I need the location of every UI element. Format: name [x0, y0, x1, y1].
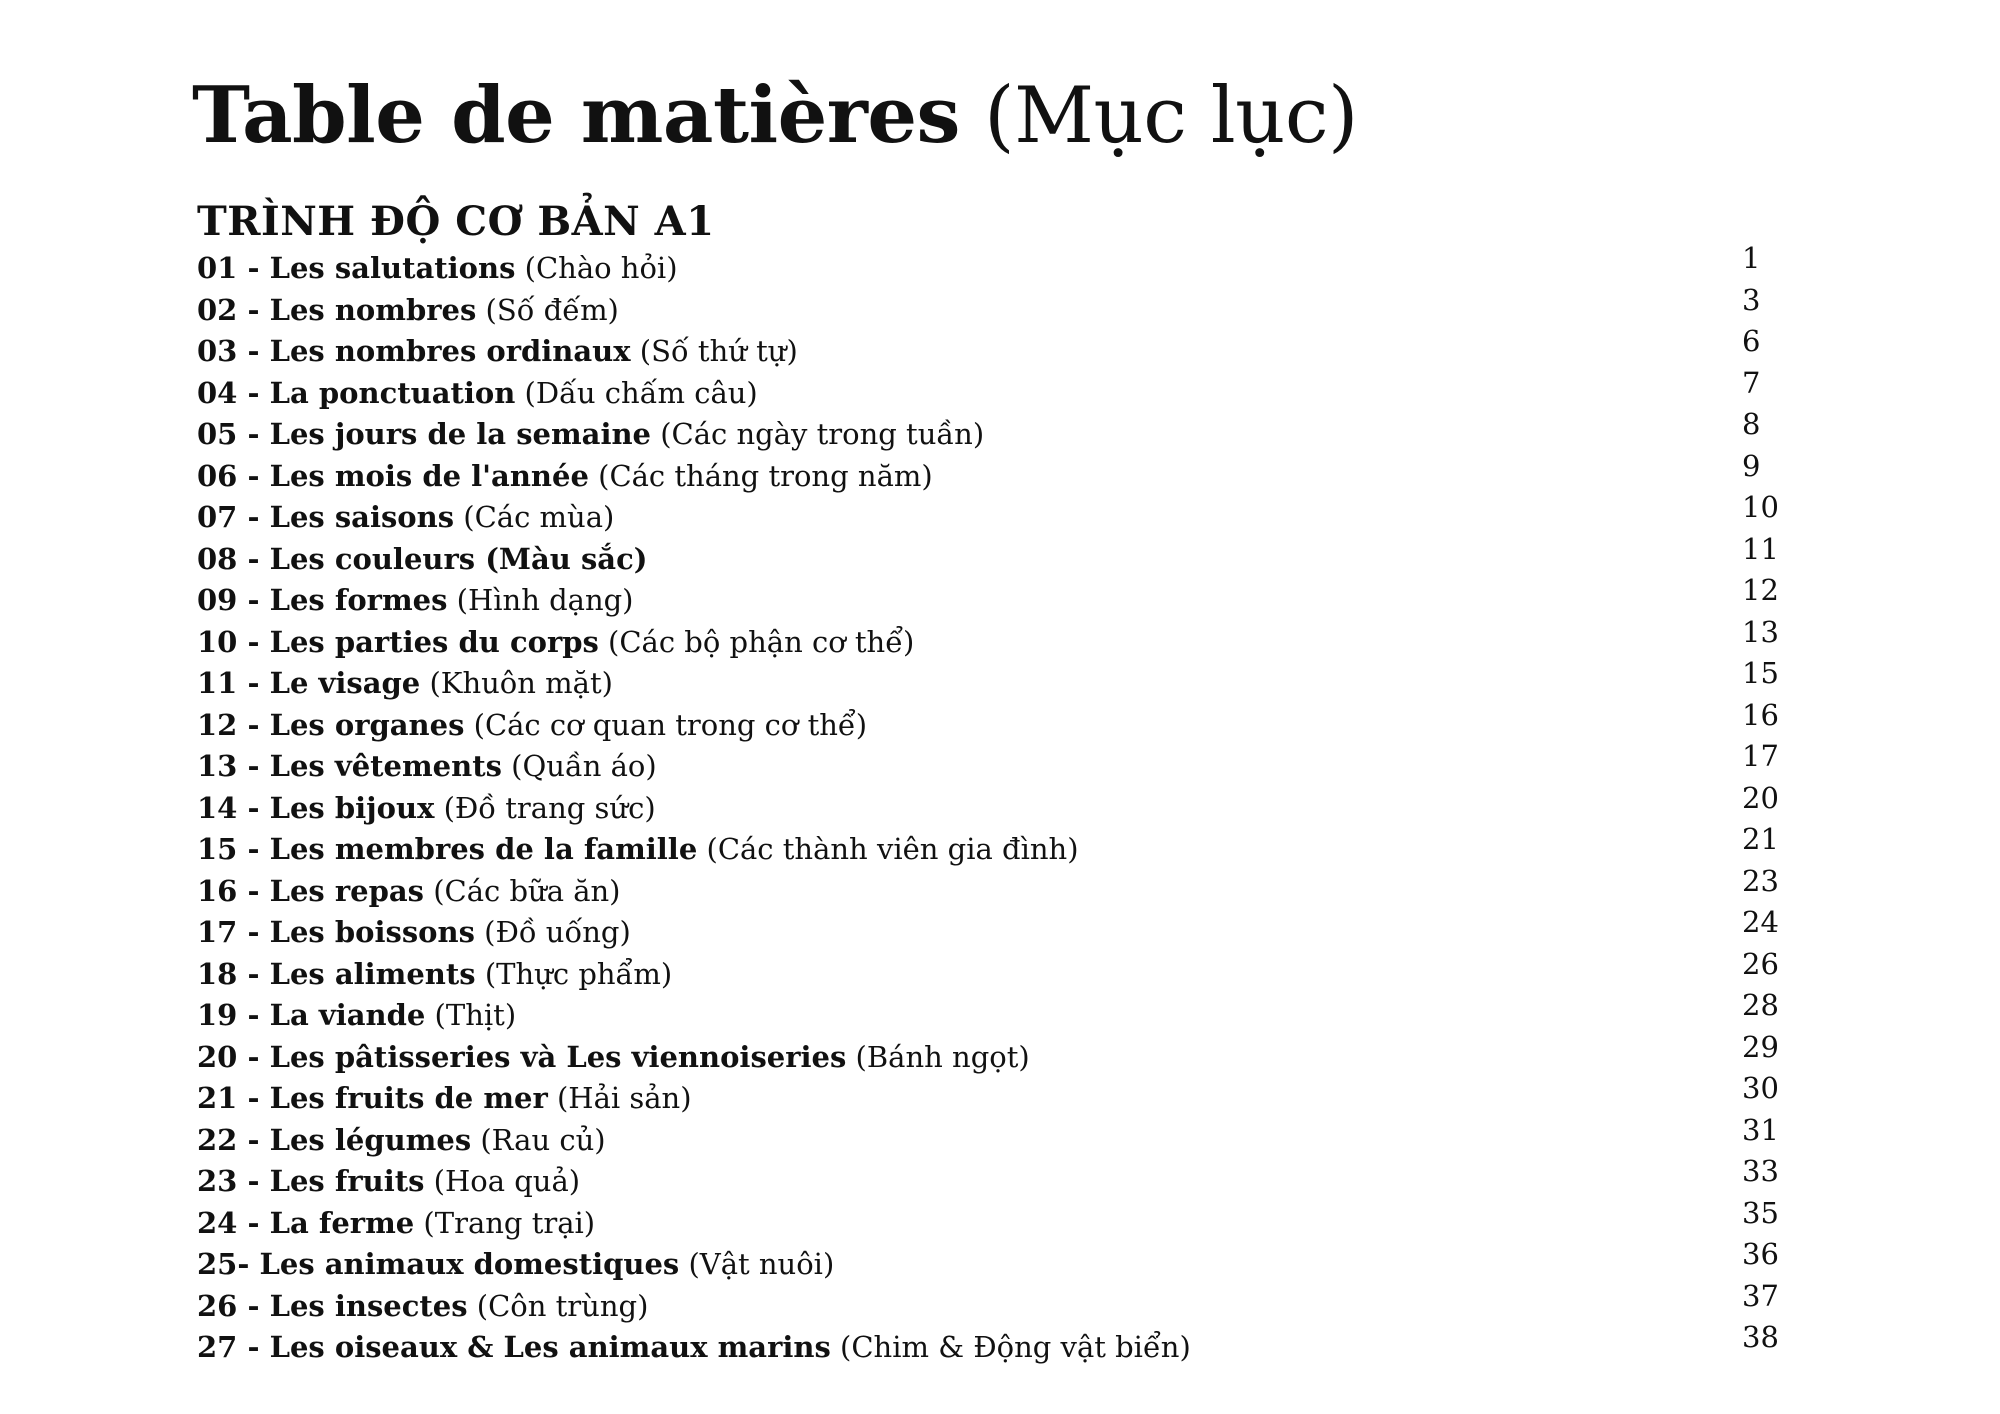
toc-entry-translation: (Đồ uống)	[474, 915, 631, 949]
page-title	[192, 70, 1358, 162]
toc-page-number: 35	[1742, 1195, 1779, 1230]
toc-entry-title: 21 - Les fruits de mer	[197, 1081, 548, 1115]
toc-entry	[197, 539, 1191, 581]
toc-page-number: 7	[1742, 365, 1761, 400]
toc-entry	[197, 1286, 1191, 1328]
toc-entry-translation: (Rau củ)	[471, 1122, 606, 1157]
toc-entry-translation: (Hoa quả)	[424, 1164, 581, 1198]
toc-entry	[197, 456, 1191, 498]
toc-entry-title: 11 - Le visage	[197, 666, 421, 700]
toc-entry-translation: (Thực phẩm)	[475, 956, 673, 991]
toc-entry-title: 02 - Les nombres	[197, 292, 477, 327]
toc-page-number: 30	[1742, 1071, 1779, 1105]
toc-entry-title: 14 - Les bijoux	[197, 790, 435, 825]
toc-entry	[197, 497, 1191, 539]
toc-page-number: 36	[1742, 1237, 1779, 1271]
toc-entry-translation: (Vật nuôi)	[679, 1247, 835, 1281]
toc-page-number: 31	[1742, 1112, 1779, 1147]
toc-page-number: 26	[1742, 946, 1779, 981]
toc-entry-title: 13 - Les vêtements	[197, 749, 502, 783]
toc-entry	[197, 912, 1191, 954]
toc-entry-title: 09 - Les formes	[197, 583, 448, 617]
toc-entry-translation: (Chào hỏi)	[515, 251, 678, 285]
toc-entry-translation: (Các thành viên gia đình)	[697, 832, 1079, 866]
toc-entry	[197, 1037, 1191, 1079]
toc-entry-title: 19 - La viande	[197, 998, 426, 1032]
toc-entry-translation: (Côn trùng)	[467, 1288, 649, 1323]
toc-entry	[197, 788, 1191, 830]
toc-page-number: 33	[1742, 1154, 1779, 1188]
toc-entry-translation: (Quần áo)	[501, 749, 657, 783]
toc-entry-title: 12 - Les organes	[197, 707, 465, 742]
toc-entry-translation: (Khuôn mặt)	[420, 666, 613, 700]
toc-entry	[197, 705, 1191, 747]
toc-entry-title: 20 - Les pâtisseries và Les viennoiseries	[197, 1039, 847, 1074]
toc-entry	[197, 746, 1191, 788]
toc-entry	[197, 1120, 1191, 1162]
toc-entry	[197, 373, 1191, 415]
toc-entry	[197, 414, 1191, 456]
toc-entry-list	[197, 248, 1191, 1369]
toc-page-number: 20	[1742, 780, 1779, 815]
toc-entry-title: 04 - La ponctuation	[197, 375, 516, 410]
toc-entry	[197, 248, 1191, 290]
toc-page-number: 28	[1742, 988, 1779, 1022]
toc-entry-translation: (Số đếm)	[476, 292, 619, 327]
toc-entry	[197, 663, 1191, 705]
toc-entry-title: 01 - Les salutations	[197, 251, 516, 285]
toc-entry-translation: (Đồ trang sức)	[434, 790, 656, 825]
page-title-translation: (Mục lục)	[959, 71, 1358, 161]
toc-entry	[197, 829, 1191, 871]
toc-entry	[197, 1078, 1191, 1120]
toc-entry	[197, 871, 1191, 913]
toc-entry-title: 06 - Les mois de l'année	[197, 458, 589, 493]
toc-entry	[197, 1244, 1191, 1286]
toc-page-number: 6	[1742, 324, 1761, 358]
toc-page-number: 8	[1742, 407, 1761, 441]
toc-entry-translation: (Các bộ phận cơ thể)	[598, 624, 915, 659]
toc-page-number: 37	[1742, 1278, 1779, 1313]
toc-page-number: 38	[1742, 1320, 1779, 1354]
toc-entry-translation: (Hình dạng)	[447, 583, 634, 617]
toc-page-number: 9	[1742, 448, 1761, 483]
section-heading: TRÌNH ĐỘ CƠ BẢN A1	[197, 198, 715, 245]
toc-entry-translation: (Các tháng trong năm)	[588, 458, 933, 493]
toc-entry	[197, 995, 1191, 1037]
toc-entry-title: 10 - Les parties du corps	[197, 624, 599, 659]
toc-entry	[197, 1203, 1191, 1245]
toc-page-number: 16	[1742, 697, 1779, 732]
toc-page-number: 24	[1742, 905, 1779, 939]
toc-entry-title: 07 - Les saisons	[197, 500, 455, 534]
toc-entry-translation: (Hải sản)	[547, 1081, 692, 1115]
toc-page-number-list	[1742, 238, 1779, 1359]
toc-entry-title: 03 - Les nombres ordinaux	[197, 334, 631, 368]
toc-page-number: 21	[1742, 822, 1779, 856]
toc-page-number: 10	[1742, 490, 1779, 524]
toc-entry	[197, 1161, 1191, 1203]
toc-entry-title: 26 - Les insectes	[197, 1288, 468, 1323]
toc-entry	[197, 580, 1191, 622]
toc-entry-translation: (Các ngày trong tuần)	[651, 417, 985, 451]
toc-entry	[197, 622, 1191, 664]
toc-entry-title: 05 - Les jours de la semaine	[197, 417, 652, 451]
toc-page-number: 11	[1742, 531, 1779, 566]
toc-entry-translation: (Các cơ quan trong cơ thể)	[464, 707, 868, 742]
toc-page-number: 15	[1742, 656, 1779, 690]
toc-page-number: 29	[1742, 1029, 1779, 1064]
toc-entry-title: 17 - Les boissons	[197, 915, 475, 949]
toc-entry-title: 08 - Les couleurs (Màu sắc)	[197, 541, 648, 576]
toc-page-number: 12	[1742, 573, 1779, 607]
toc-entry-translation: (Số thứ tự)	[630, 334, 798, 368]
toc-entry-title: 22 - Les légumes	[197, 1122, 472, 1157]
toc-entry	[197, 1327, 1191, 1369]
toc-entry-title: 27 - Les oiseaux & Les animaux marins	[197, 1330, 831, 1364]
toc-entry-translation: (Trang trại)	[414, 1205, 596, 1240]
toc-page-number: 13	[1742, 614, 1779, 649]
toc-entry-translation: (Bánh ngọt)	[846, 1039, 1030, 1074]
toc-entry	[197, 331, 1191, 373]
toc-page-number: 1	[1742, 241, 1761, 275]
toc-entry-title: 25- Les animaux domestiques	[197, 1247, 680, 1281]
toc-entry	[197, 290, 1191, 332]
toc-entry-translation: (Thịt)	[425, 998, 517, 1032]
toc-page-number: 17	[1742, 739, 1779, 773]
toc-entry-title: 18 - Les aliments	[197, 956, 476, 991]
toc-entry-translation: (Dấu chấm câu)	[515, 375, 758, 410]
toc-entry-title: 24 - La ferme	[197, 1205, 415, 1240]
toc-entry-translation: (Các bữa ăn)	[423, 873, 621, 908]
toc-entry-title: 23 - Les fruits	[197, 1164, 425, 1198]
toc-entry-translation: (Các mùa)	[454, 500, 615, 534]
toc-entry-title: 15 - Les membres de la famille	[197, 832, 698, 866]
toc-entry-title: 16 - Les repas	[197, 873, 424, 908]
toc-entry	[197, 954, 1191, 996]
toc-entry-translation: (Chim & Động vật biển)	[830, 1330, 1191, 1364]
page-title-main: Table de matières	[192, 70, 960, 161]
toc-page-number: 23	[1742, 863, 1779, 898]
toc-page-number: 3	[1742, 282, 1761, 317]
